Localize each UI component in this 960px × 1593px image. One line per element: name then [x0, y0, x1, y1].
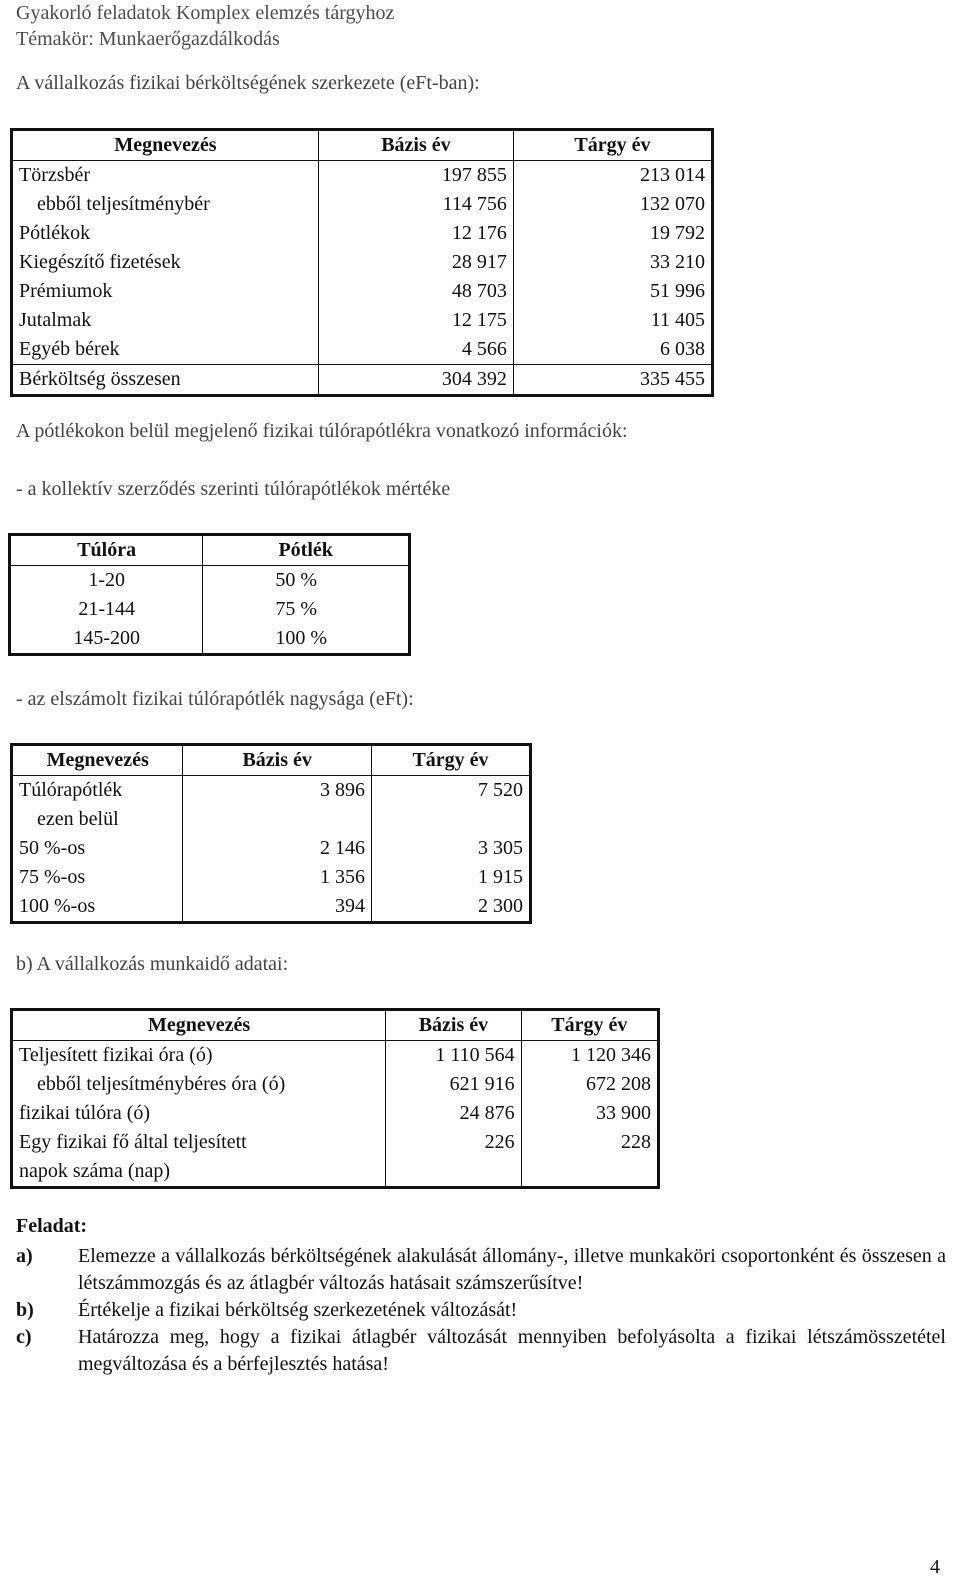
table-row — [12, 190, 713, 219]
overtime-rate: 75 % — [275, 598, 317, 620]
row-label: ebből teljesítménybéres óra (ó) — [12, 1070, 386, 1099]
row-label: Teljesített fizikai óra (ó) — [12, 1041, 386, 1071]
column-header: Pótlék — [203, 535, 410, 566]
target-value: 33 900 — [596, 1102, 651, 1124]
base-value: 4 566 — [318, 335, 513, 365]
overtime-intro: A pótlékokon belül megjelenő fizikai túlórapótlékra vonatkozó információk: — [16, 420, 628, 442]
task-text: Elemezze a vállalkozás bérköltségének alakulását állomány-, illetve munkaköri csoportonként és összesen a létszámmozgás és az átlagbér változás hatásait számszerűsítve! — [78, 1245, 946, 1294]
column-header: Tárgy év — [513, 130, 712, 161]
row-label: Egy fizikai fő által teljesített — [19, 1131, 247, 1153]
column-header: Megnevezés — [12, 130, 319, 161]
table-header-row — [12, 1010, 659, 1041]
table-row — [12, 1099, 659, 1128]
base-value: 2 146 — [183, 834, 372, 863]
column-header: Túlóra — [10, 535, 203, 566]
overtime-hours: 1-20 — [10, 566, 203, 596]
base-value: 12 175 — [318, 306, 513, 335]
base-value: 197 855 — [318, 161, 513, 191]
task-item-b — [16, 1297, 946, 1325]
target-value: 11 405 — [650, 309, 705, 331]
row-label: Pótlékok — [12, 219, 319, 248]
table-total-row — [12, 365, 713, 396]
task-letter: a) — [16, 1245, 33, 1267]
table-row — [10, 595, 410, 624]
target-value: 132 070 — [640, 193, 705, 215]
page-number: 4 — [930, 1556, 940, 1578]
target-value: 1 915 — [478, 866, 523, 888]
target-value: 33 210 — [650, 251, 705, 273]
row-label: ezen belül — [12, 805, 183, 834]
table-row — [12, 805, 531, 834]
row-label-continuation: napok száma (nap) — [19, 1160, 171, 1182]
base-value: 1 110 564 — [386, 1041, 521, 1071]
base-value: 394 — [183, 892, 372, 923]
target-value: 672 208 — [586, 1073, 651, 1095]
base-value: 226 — [386, 1128, 521, 1188]
task-item-a — [16, 1243, 946, 1299]
target-value: 335 455 — [513, 365, 712, 396]
target-value: 213 014 — [640, 164, 705, 186]
task-text: Értékelje a fizikai bérköltség szerkezetének változását! — [78, 1299, 518, 1321]
column-header: Megnevezés — [12, 1010, 386, 1041]
task-letter: c) — [16, 1326, 32, 1348]
base-value: 28 917 — [318, 248, 513, 277]
overtime-rate: 50 % — [275, 569, 317, 591]
overtime-rate-table — [8, 533, 411, 656]
base-value: 114 756 — [318, 190, 513, 219]
table-header-row — [10, 535, 410, 566]
row-label: 75 %-os — [12, 863, 183, 892]
table-row — [12, 863, 531, 892]
overtime-hours: 21-144 — [10, 595, 203, 624]
base-value: 3 896 — [183, 776, 372, 806]
table-row — [12, 834, 531, 863]
table-row — [12, 1070, 659, 1099]
target-value: 1 120 346 — [571, 1044, 651, 1066]
row-label: Törzsbér — [12, 161, 319, 191]
base-value: 48 703 — [318, 277, 513, 306]
task-letter: b) — [16, 1299, 34, 1321]
row-label: Jutalmak — [12, 306, 319, 335]
overtime-rate: 100 % — [275, 627, 327, 649]
table-row — [12, 1128, 659, 1188]
column-header: Bázis év — [318, 130, 513, 161]
base-value: 24 876 — [386, 1099, 521, 1128]
row-label: Egyéb bérek — [12, 335, 319, 365]
collective-agreement-heading: - a kollektív szerződés szerinti túlórapótlékok mértéke — [16, 478, 451, 500]
task-text: Határozza meg, hogy a fizikai átlagbér változását mennyiben befolyásolta a fizikai létszámösszetétel megváltozása és a bérfejlesztés hatása! — [78, 1326, 946, 1375]
table-row — [12, 248, 713, 277]
target-value: 3 305 — [478, 837, 523, 859]
document-header-line2: Témakör: Munkaerőgazdálkodás — [16, 28, 280, 50]
table-row — [10, 624, 410, 655]
table-row — [10, 566, 410, 596]
accounted-overtime-heading: - az elszámolt fizikai túlórapótlék nagysága (eFt): — [16, 688, 414, 710]
row-label: ebből teljesítménybér — [12, 190, 319, 219]
working-time-table — [10, 1008, 660, 1189]
column-header: Tárgy év — [521, 1010, 658, 1041]
table-header-row — [12, 130, 713, 161]
table-row — [12, 335, 713, 365]
base-value: 12 176 — [318, 219, 513, 248]
task-title: Feladat: — [16, 1215, 88, 1237]
table-row — [12, 776, 531, 806]
base-value: 1 356 — [183, 863, 372, 892]
row-label: 100 %-os — [12, 892, 183, 923]
section-b-title: b) A vállalkozás munkaidő adatai: — [16, 953, 289, 975]
base-value — [183, 805, 372, 834]
column-header: Bázis év — [183, 745, 372, 776]
table-row — [12, 161, 713, 191]
row-label-multiline — [12, 1128, 386, 1188]
table-header-row — [12, 745, 531, 776]
row-label: Bérköltség összesen — [12, 365, 319, 396]
task-item-c — [16, 1324, 946, 1380]
table-row — [12, 219, 713, 248]
column-header: Megnevezés — [12, 745, 183, 776]
table-row — [12, 1041, 659, 1071]
table-row — [12, 277, 713, 306]
document-header-line1: Gyakorló feladatok Komplex elemzés tárgyhoz — [16, 2, 395, 24]
wage-cost-table — [10, 128, 714, 397]
row-label: Kiegészítő fizetések — [12, 248, 319, 277]
row-label: Prémiumok — [12, 277, 319, 306]
target-value: 51 996 — [650, 280, 705, 302]
column-header: Bázis év — [386, 1010, 521, 1041]
target-value: 228 — [621, 1131, 651, 1153]
overtime-amount-table — [10, 743, 532, 924]
section-a-title: A vállalkozás fizikai bérköltségének szerkezete (eFt-ban): — [16, 72, 480, 94]
target-value: 2 300 — [478, 895, 523, 917]
target-value: 19 792 — [650, 222, 705, 244]
row-label: Túlórapótlék — [12, 776, 183, 806]
table-row — [12, 892, 531, 923]
row-label: 50 %-os — [12, 834, 183, 863]
column-header: Tárgy év — [371, 745, 530, 776]
base-value: 621 916 — [386, 1070, 521, 1099]
row-label: fizikai túlóra (ó) — [12, 1099, 386, 1128]
table-row — [12, 306, 713, 335]
target-value: 7 520 — [478, 779, 523, 801]
target-value: 6 038 — [660, 338, 705, 360]
base-value: 304 392 — [318, 365, 513, 396]
target-value — [371, 805, 530, 834]
overtime-hours: 145-200 — [10, 624, 203, 655]
